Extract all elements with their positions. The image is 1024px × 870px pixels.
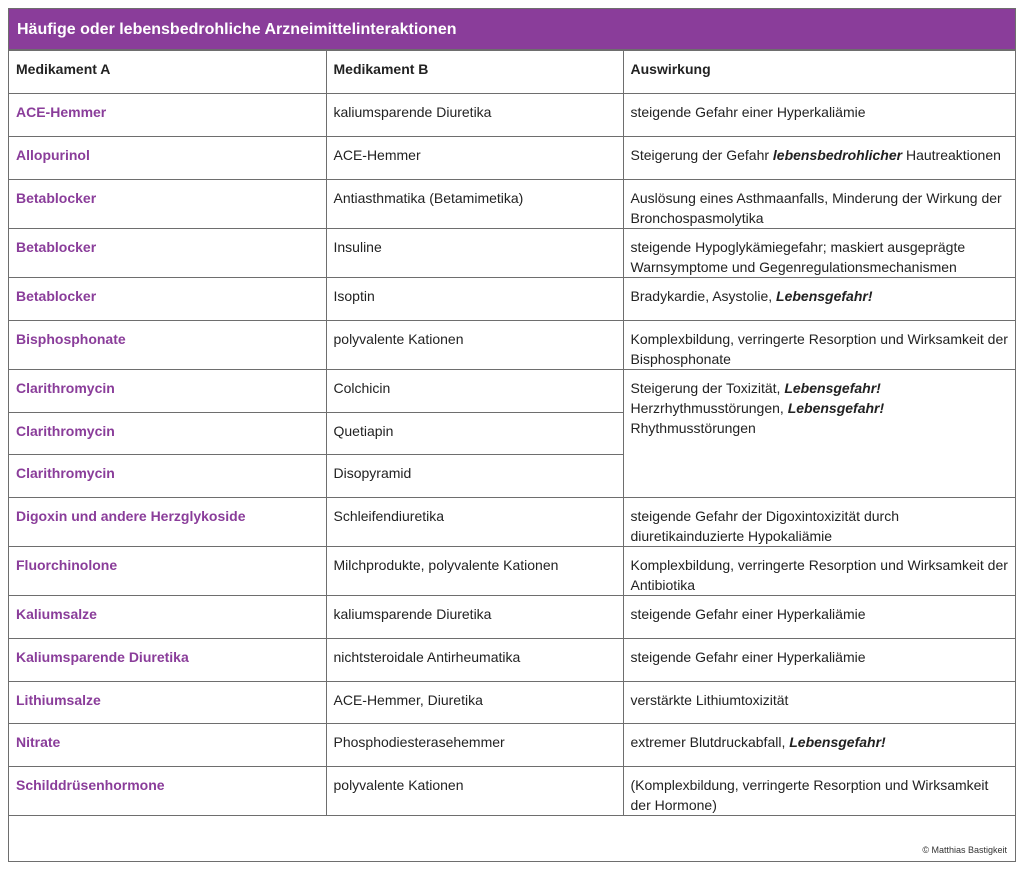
effect-text: (Komplexbildung, verringerte Resorption und Wirksamkeit der Hormone) — [630, 777, 989, 813]
medikament-a-cell: Betablocker — [9, 278, 326, 321]
medikament-b-cell: Schleifendiuretika — [326, 498, 623, 547]
medikament-a-cell: Lithiumsalze — [9, 682, 326, 724]
medikament-b-cell: ACE-Hemmer — [326, 137, 623, 180]
auswirkung-cell — [623, 180, 1015, 229]
effect-text: Herzrhythmusstörungen, — [630, 400, 788, 416]
medikament-a-cell: Betablocker — [9, 229, 326, 278]
medikament-b-cell: kaliumsparende Diuretika — [326, 94, 623, 137]
medikament-b-cell: ACE-Hemmer, Diuretika — [326, 682, 623, 724]
medikament-b-cell: polyvalente Kationen — [326, 767, 623, 816]
effect-text: Hautreaktionen — [902, 147, 1001, 163]
medikament-a-cell: Kaliumsalze — [9, 596, 326, 639]
table-row — [9, 180, 1015, 229]
header-medikament-b: Medikament B — [326, 51, 623, 94]
effect-text: Steigerung der Gefahr — [630, 147, 773, 163]
table-body — [9, 94, 1015, 816]
medikament-b-cell: Insuline — [326, 229, 623, 278]
auswirkung-cell — [623, 547, 1015, 596]
medikament-b-cell: kaliumsparende Diuretika — [326, 596, 623, 639]
warning-emphasis: Lebensgefahr! — [784, 380, 881, 396]
auswirkung-cell — [623, 278, 1015, 321]
table-row — [9, 278, 1015, 321]
medikament-a-cell: Fluorchinolone — [9, 547, 326, 596]
warning-emphasis: lebensbedrohlicher — [772, 147, 903, 163]
header-auswirkung: Auswirkung — [623, 51, 1015, 94]
warning-emphasis: Lebensgefahr! — [776, 288, 873, 304]
table-row — [9, 321, 1015, 370]
auswirkung-cell — [623, 639, 1015, 682]
auswirkung-cell — [623, 229, 1015, 278]
auswirkung-cell — [623, 724, 1015, 767]
medikament-a-cell: Kaliumsparende Diuretika — [9, 639, 326, 682]
effect-line — [631, 418, 1009, 438]
table-row — [9, 498, 1015, 547]
medikament-a-cell: Betablocker — [9, 180, 326, 229]
effect-line — [631, 378, 1009, 398]
auswirkung-cell — [623, 94, 1015, 137]
medikament-a-cell: Schilddrüsenhormone — [9, 767, 326, 816]
header-row — [9, 51, 1015, 94]
medikament-a-cell: Nitrate — [9, 724, 326, 767]
medikament-b-cell: Colchicin — [326, 370, 623, 413]
auswirkung-cell — [623, 767, 1015, 816]
medikament-a-cell: Clarithromycin — [9, 413, 326, 455]
effect-text: steigende Gefahr der Digoxintoxizität durch diuretikainduzierte Hypokaliämie — [630, 508, 899, 544]
interactions-table — [9, 50, 1015, 816]
copyright-note: © Matthias Bastigkeit — [922, 845, 1007, 855]
table-row — [9, 137, 1015, 180]
table-row — [9, 639, 1015, 682]
auswirkung-cell — [623, 498, 1015, 547]
effect-text: steigende Gefahr einer Hyperkaliämie — [630, 104, 866, 120]
interactions-table-frame — [8, 8, 1016, 862]
table-row — [9, 547, 1015, 596]
medikament-a-cell: Digoxin und andere Herzglykoside — [9, 498, 326, 547]
medikament-b-cell: Phosphodiesterasehemmer — [326, 724, 623, 767]
header-medikament-a: Medikament A — [9, 51, 326, 94]
medikament-b-cell: Isoptin — [326, 278, 623, 321]
table-footer — [9, 819, 1015, 861]
table-row — [9, 94, 1015, 137]
table-row — [9, 370, 1015, 413]
effect-text: steigende Gefahr einer Hyperkaliämie — [630, 649, 866, 665]
medikament-a-cell: Bisphosphonate — [9, 321, 326, 370]
effect-text: Rhythmusstörungen — [630, 420, 756, 436]
table-title: Häufige oder lebensbedrohliche Arzneimittelinteraktionen — [9, 9, 1015, 50]
effect-text: Komplexbildung, verringerte Resorption und Wirksamkeit der Bisphosphonate — [630, 331, 1008, 367]
table-row — [9, 229, 1015, 278]
auswirkung-cell-merged — [623, 370, 1015, 498]
auswirkung-cell — [623, 137, 1015, 180]
effect-text: Bradykardie, Asystolie, — [630, 288, 777, 304]
auswirkung-cell — [623, 596, 1015, 639]
medikament-b-cell: Antiasthmatika (Betamimetika) — [326, 180, 623, 229]
medikament-b-cell: nichtsteroidale Antirheumatika — [326, 639, 623, 682]
table-row — [9, 596, 1015, 639]
auswirkung-cell — [623, 321, 1015, 370]
effect-text: Komplexbildung, verringerte Resorption und Wirksamkeit der Antibiotika — [630, 557, 1008, 593]
effect-text: extremer Blutdruckabfall, — [630, 734, 790, 750]
table-row — [9, 682, 1015, 724]
effect-text: steigende Hypoglykämiegefahr; maskiert ausgeprägte Warnsymptome und Gegenregulationsmechanismen — [630, 239, 966, 275]
effect-line — [631, 398, 1009, 418]
medikament-a-cell: Clarithromycin — [9, 370, 326, 413]
warning-emphasis: Lebensgefahr! — [787, 400, 885, 416]
table-row — [9, 724, 1015, 767]
effect-text: steigende Gefahr einer Hyperkaliämie — [630, 606, 866, 622]
auswirkung-cell — [623, 682, 1015, 724]
medikament-a-cell: ACE-Hemmer — [9, 94, 326, 137]
effect-text: Auslösung eines Asthmaanfalls, Minderung der Wirkung der Bronchospasmolytika — [630, 190, 1002, 226]
medikament-a-cell: Allopurinol — [9, 137, 326, 180]
medikament-b-cell: polyvalente Kationen — [326, 321, 623, 370]
medikament-b-cell: Disopyramid — [326, 455, 623, 498]
warning-emphasis: Lebensgefahr! — [789, 734, 886, 750]
effect-text: verstärkte Lithiumtoxizität — [630, 692, 789, 708]
table-row — [9, 767, 1015, 816]
effect-text: Steigerung der Toxizität, — [630, 380, 785, 396]
medikament-b-cell: Milchprodukte, polyvalente Kationen — [326, 547, 623, 596]
medikament-a-cell: Clarithromycin — [9, 455, 326, 498]
medikament-b-cell: Quetiapin — [326, 413, 623, 455]
